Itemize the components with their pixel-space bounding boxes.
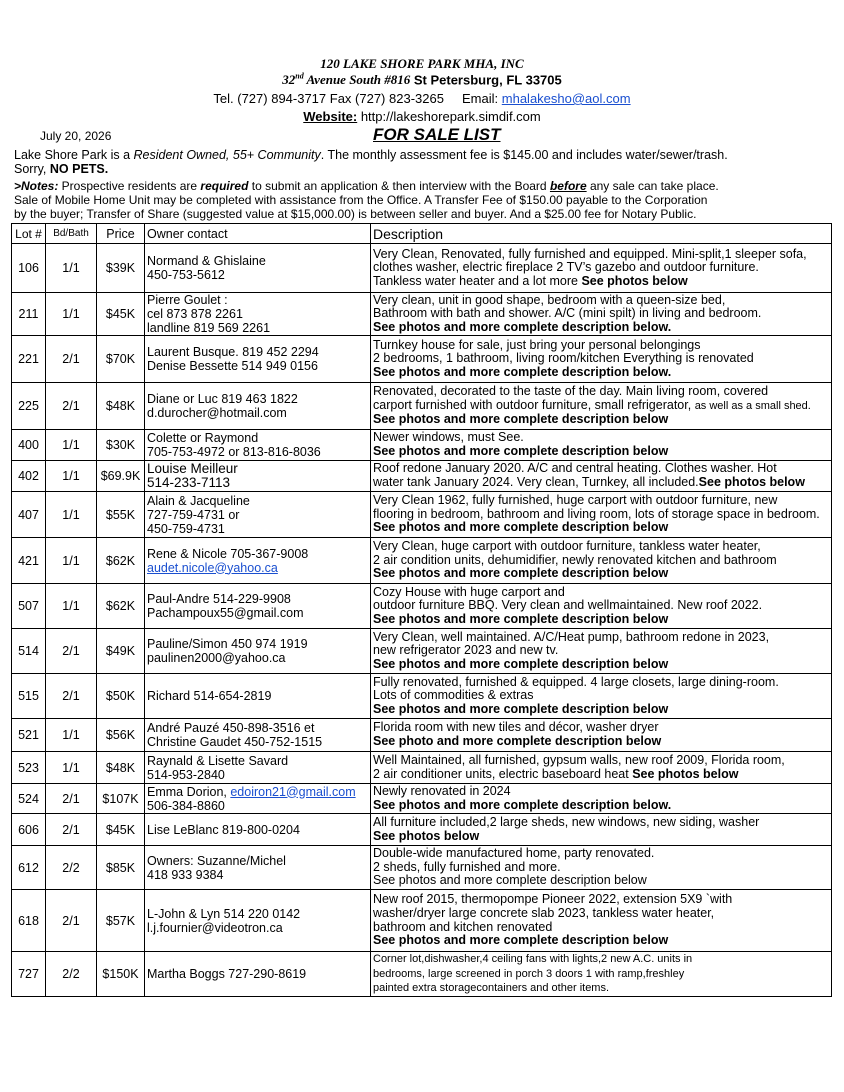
description-text: 2 sheds, fully furnished and more.	[373, 860, 561, 874]
price: $62K	[97, 538, 145, 584]
price: $50K	[97, 674, 145, 719]
description-line	[373, 952, 829, 967]
description-line	[373, 861, 829, 875]
owner-line: 705-753-4972 or 813-816-8036	[147, 445, 321, 459]
table-row	[12, 752, 832, 784]
owner-contact	[145, 430, 371, 461]
table-row	[12, 430, 832, 461]
table-row	[12, 538, 832, 584]
owner-line: paulinen2000@yahoo.ca	[147, 651, 286, 665]
description-line	[373, 893, 829, 907]
col-bdbath: Bd/Bath	[46, 224, 97, 244]
price: $45K	[97, 814, 145, 846]
description-line	[373, 613, 829, 627]
table-row	[12, 492, 832, 538]
owner-line: 450-759-4731	[147, 521, 225, 536]
table-row	[12, 629, 832, 674]
description-text: 2 bedrooms, 1 bathroom, living room/kitchen Everything is renovated	[373, 352, 754, 366]
contact-line: Tel. (727) 894-3717 Fax (727) 823-3265 Email: mhalakesho@aol.com	[213, 91, 631, 106]
intro-line: Lake Shore Park is a Resident Owned, 55+ Community. The monthly assessment fee is $145.00 and includes water/sewer/trash.	[14, 148, 728, 162]
owner-line: Lise LeBlanc 819-800-0204	[147, 822, 300, 837]
owner-line: Pauline/Simon 450 974 1919	[147, 637, 308, 651]
lot-number: 402	[12, 461, 46, 492]
bed-bath: 2/2	[46, 846, 97, 890]
description-text: Corner lot,dishwasher,4 ceiling fans with lights,2 new A.C. units in	[373, 953, 693, 965]
see-photos-note: See photos below	[373, 829, 480, 843]
description-text: Tankless water heater and a lot more	[373, 274, 582, 288]
price: $85K	[97, 846, 145, 890]
owner-line: Louise Meilleur	[147, 461, 238, 476]
description-line	[373, 816, 829, 830]
bed-bath: 1/1	[46, 584, 97, 629]
description-text: Bathroom with bath and shower. A/C (mini spilt) in living and bedroom.	[373, 307, 762, 321]
description	[371, 846, 832, 890]
price: $69.9K	[97, 461, 145, 492]
table-row	[12, 244, 832, 293]
description-line	[373, 476, 829, 490]
description	[371, 293, 832, 336]
website-line: Website: http://lakeshorepark.simdif.com	[303, 109, 541, 124]
owner-contact	[145, 890, 371, 952]
bed-bath: 2/1	[46, 814, 97, 846]
owner-contact	[145, 784, 371, 814]
for-sale-table	[11, 223, 832, 997]
see-photos-note: See photos below	[581, 274, 688, 288]
see-photos-note: See photos and more complete description below	[373, 413, 669, 427]
owner-line: cel 873 878 2261	[147, 307, 243, 321]
see-photos-note: See photos and more complete description below.	[373, 798, 672, 812]
owner-line: Raynald & Lisette Savard	[147, 753, 289, 768]
owner-line: Normand & Ghislaine	[147, 254, 266, 268]
price: $150K	[97, 952, 145, 997]
description-text: Newer windows, must See.	[373, 431, 524, 445]
description	[371, 383, 832, 430]
bed-bath: 2/1	[46, 383, 97, 430]
description-text: Lots of commodities & extras	[373, 689, 534, 703]
description-text: Very Clean, huge carport with outdoor furniture, tankless water heater,	[373, 540, 761, 554]
description	[371, 890, 832, 952]
phone-fax: Tel. (727) 894-3717 Fax (727) 823-3265	[213, 91, 444, 106]
description-line	[373, 462, 829, 476]
description	[371, 752, 832, 784]
owner-contact	[145, 293, 371, 336]
description-text: New roof 2015, thermopompe Pioneer 2022, extension 5X9 `with	[373, 893, 733, 907]
description-text: Well Maintained, all furnished, gypsum walls, new roof 2009, Florida room,	[373, 753, 785, 767]
col-price: Price	[97, 224, 145, 244]
description-line	[373, 399, 829, 414]
description-text: Very Clean 1962, fully furnished, huge carport with outdoor furniture, new	[373, 494, 778, 508]
description	[371, 784, 832, 814]
description-line	[373, 445, 829, 459]
owner-line: 727-759-4731 or	[147, 507, 240, 522]
table-row	[12, 383, 832, 430]
owner-contact	[145, 952, 371, 997]
description	[371, 430, 832, 461]
description-line	[373, 413, 829, 427]
lot-number: 221	[12, 336, 46, 383]
description-text: Very Clean, Renovated, fully furnished and equipped. Mini-split,1 sleeper sofa,	[373, 247, 807, 261]
owner-line: Christine Gaudet 450-752-1515	[147, 735, 323, 749]
description-line	[373, 907, 829, 921]
description-text: bedrooms, large screened in porch 3 doors 1 with ramp,freshley	[373, 967, 685, 980]
table-header-row	[12, 224, 832, 244]
owner-line: Paul-Andre 514-229-9908	[147, 592, 291, 606]
description-line	[373, 352, 829, 366]
owner-line: 418 933 9384	[147, 867, 224, 882]
owner-contact	[145, 629, 371, 674]
description-line	[373, 967, 829, 982]
price: $57K	[97, 890, 145, 952]
col-owner: Owner contact	[145, 224, 371, 244]
owner-contact	[145, 461, 371, 492]
lot-number: 106	[12, 244, 46, 293]
description-text: Cozy House with huge carport and	[373, 585, 565, 599]
description	[371, 629, 832, 674]
description-text: clothes washer, electric fireplace 2 TV’s gazebo and outdoor furniture.	[373, 261, 759, 275]
description-line	[373, 599, 829, 613]
description-text: Turnkey house for sale, just bring your personal belongings	[373, 338, 701, 352]
description-line	[373, 586, 829, 600]
owner-contact	[145, 719, 371, 752]
description-text: new refrigerator 2023 and new tv.	[373, 644, 559, 658]
owner-line: landline 819 569 2261	[147, 321, 271, 335]
bed-bath: 1/1	[46, 492, 97, 538]
description-text: outdoor furniture BBQ. Very clean and wellmaintained. New roof 2022.	[373, 599, 763, 613]
owner-contact	[145, 584, 371, 629]
notes: >Notes: Prospective residents are required to submit an application & then interview with the Board before any sale can take place. Sale of Mobile Home Unit may be completed with assistance from the Office. A Transfer Fee of $150.00 payable to the Corporation by the buyer; Transfer of Share (suggested value at $15,000.00) is between seller and buyer. And a $25.00 fee for Notary Public.	[14, 179, 719, 221]
owner-line: Rene & Nicole 705-367-9008	[147, 546, 309, 561]
list-date: July 20, 2026	[40, 129, 112, 143]
description-line	[373, 785, 829, 799]
price: $49K	[97, 629, 145, 674]
description-text: as well as a small shed.	[694, 399, 811, 412]
lot-number: 514	[12, 629, 46, 674]
description-text: bathroom and kitchen renovated	[373, 920, 553, 934]
bed-bath: 2/1	[46, 890, 97, 952]
bed-bath: 2/1	[46, 336, 97, 383]
description-line	[373, 658, 829, 672]
description-line	[373, 275, 829, 289]
description	[371, 461, 832, 492]
description-text: All furniture included,2 large sheds, new windows, new siding, washer	[373, 815, 760, 829]
description-line	[373, 689, 829, 703]
owner-line: 506-384-8860	[147, 798, 225, 813]
owner-line: Emma Dorion, edoiron21@gmail.com	[147, 784, 356, 799]
owner-line: d.durocher@hotmail.com	[147, 406, 287, 420]
description-line	[373, 735, 829, 749]
description-text: washer/dryer large concrete slab 2023, tankless water heater,	[373, 906, 715, 920]
lot-number: 727	[12, 952, 46, 997]
bed-bath: 1/1	[46, 430, 97, 461]
price: $48K	[97, 752, 145, 784]
table-row	[12, 293, 832, 336]
price: $107K	[97, 784, 145, 814]
price: $70K	[97, 336, 145, 383]
owner-contact	[145, 752, 371, 784]
owner-contact	[145, 538, 371, 584]
owner-contact	[145, 814, 371, 846]
description	[371, 538, 832, 584]
see-photos-note: See photos and more complete description below	[373, 612, 669, 626]
col-description: Description	[371, 224, 832, 244]
description-text: Double-wide manufactured home, party renovated.	[373, 847, 655, 861]
description	[371, 244, 832, 293]
lot-number: 407	[12, 492, 46, 538]
description-text: Renovated, decorated to the taste of the day. Main living room, covered	[373, 385, 769, 399]
description-text: Roof redone January 2020. A/C and central heating. Clothes washer. Hot	[373, 462, 777, 476]
description-line	[373, 754, 829, 768]
description	[371, 584, 832, 629]
description-line	[373, 644, 829, 658]
description-text: Very Clean, well maintained. A/C/Heat pump, bathroom redone in 2023,	[373, 630, 770, 644]
price: $55K	[97, 492, 145, 538]
website-link[interactable]: http://lakeshorepark.simdif.com	[357, 109, 541, 124]
price: $30K	[97, 430, 145, 461]
description-line	[373, 540, 829, 554]
email-link[interactable]: mhalakesho@aol.com	[501, 91, 631, 106]
lot-number: 523	[12, 752, 46, 784]
description	[371, 336, 832, 383]
bed-bath: 1/1	[46, 719, 97, 752]
lot-number: 521	[12, 719, 46, 752]
description-line	[373, 874, 829, 888]
owner-email-link[interactable]: audet.nicole@yahoo.ca	[147, 560, 278, 575]
bed-bath: 1/1	[46, 461, 97, 492]
description-text: flooring in bedroom, bathroom and living room, lots of storage space in bedroom.	[373, 507, 820, 521]
price: $62K	[97, 584, 145, 629]
bed-bath: 1/1	[46, 244, 97, 293]
table-row	[12, 674, 832, 719]
description-text: water tank January 2024. Very clean, Turnkey, all included.	[373, 476, 699, 489]
description-line	[373, 248, 829, 262]
table-row	[12, 336, 832, 383]
lot-number: 606	[12, 814, 46, 846]
description-text: Florida room with new tiles and décor, washer dryer	[373, 721, 659, 735]
table-row	[12, 584, 832, 629]
description-line	[373, 521, 829, 535]
price: $56K	[97, 719, 145, 752]
mailing-address: 32nd Avenue South #816 St Petersburg, FL 33705	[282, 72, 562, 88]
description-text: painted extra storagecontainers and other items.	[373, 982, 610, 995]
description-text: Very clean, unit in good shape, bedroom with a queen-size bed,	[373, 293, 726, 307]
description-line	[373, 676, 829, 690]
table-row	[12, 952, 832, 997]
description-text: Newly renovated in 2024	[373, 784, 511, 798]
bed-bath: 1/1	[46, 538, 97, 584]
owner-line: Pierre Goulet :	[147, 293, 228, 307]
bed-bath: 2/1	[46, 629, 97, 674]
lot-number: 400	[12, 430, 46, 461]
owner-line: l.j.fournier@videotron.ca	[147, 920, 283, 935]
description-line	[373, 567, 829, 581]
lot-number: 421	[12, 538, 46, 584]
price: $39K	[97, 244, 145, 293]
owner-contact	[145, 383, 371, 430]
table-row	[12, 846, 832, 890]
owner-contact	[145, 244, 371, 293]
table-row	[12, 719, 832, 752]
price: $45K	[97, 293, 145, 336]
lot-number: 612	[12, 846, 46, 890]
description-line	[373, 321, 829, 335]
description-text: Fully renovated, furnished & equipped. 4 large closets, large dining-room.	[373, 675, 779, 689]
see-photos-note: See photos below	[632, 767, 739, 781]
see-photos-note: See photos and more complete description below	[373, 702, 669, 716]
owner-line: Martha Boggs 727-290-8619	[147, 966, 307, 981]
owner-line: Colette or Raymond	[147, 431, 259, 445]
owner-line: Pachampoux55@gmail.com	[147, 606, 304, 620]
table-row	[12, 461, 832, 492]
page-title: FOR SALE LIST	[373, 125, 501, 144]
description-line	[373, 934, 829, 948]
lot-number: 515	[12, 674, 46, 719]
association-name: 120 LAKE SHORE PARK MHA, INC	[320, 56, 524, 71]
owner-contact	[145, 846, 371, 890]
price: $48K	[97, 383, 145, 430]
description	[371, 674, 832, 719]
owner-line: 514-233-7113	[147, 475, 231, 490]
see-photos-note: See photos and more complete description below	[373, 657, 669, 671]
bed-bath: 1/1	[46, 293, 97, 336]
lot-number: 211	[12, 293, 46, 336]
description-line	[373, 703, 829, 717]
bed-bath: 2/2	[46, 952, 97, 997]
description-text: carport furnished with outdoor furniture, small refrigerator,	[373, 398, 695, 412]
description-text: 2 air conditioner units, electric baseboard heat	[373, 767, 633, 781]
see-photos-note: See photos and more complete description below	[373, 934, 669, 948]
no-pets-line: Sorry, NO PETS.	[14, 162, 109, 176]
description-line	[373, 261, 829, 275]
see-photos-note: See photos and more complete description below	[373, 521, 669, 535]
description-line	[373, 631, 829, 645]
lot-number: 618	[12, 890, 46, 952]
lot-number: 524	[12, 784, 46, 814]
see-photos-note: See photo and more complete description below	[373, 735, 662, 748]
owner-email-link[interactable]: edoiron21@gmail.com	[230, 784, 356, 799]
bed-bath: 2/1	[46, 784, 97, 814]
description-text: See photos and more complete description below	[373, 874, 647, 888]
table-row	[12, 814, 832, 846]
table-row	[12, 890, 832, 952]
owner-line: Laurent Busque. 819 452 2294	[147, 345, 319, 359]
description-line	[373, 431, 829, 445]
description-line	[373, 339, 829, 353]
owner-line: 514-953-2840	[147, 767, 225, 782]
owner-line: André Pauzé 450-898-3516 et	[147, 721, 315, 735]
description-line	[373, 981, 829, 996]
owner-line: L-John & Lyn 514 220 0142	[147, 906, 301, 921]
description	[371, 952, 832, 997]
owner-line: Owners: Suzanne/Michel	[147, 853, 286, 868]
description-line	[373, 921, 829, 935]
see-photos-note: See photos below	[698, 476, 805, 489]
owner-line: Diane or Luc 819 463 1822	[147, 392, 298, 406]
col-lot: Lot #	[12, 224, 46, 244]
description-line	[373, 508, 829, 522]
lot-number: 225	[12, 383, 46, 430]
bed-bath: 1/1	[46, 752, 97, 784]
description-line	[373, 494, 829, 508]
description-line	[373, 799, 829, 813]
owner-contact	[145, 336, 371, 383]
description-line	[373, 554, 829, 568]
table-row	[12, 784, 832, 814]
description-line	[373, 721, 829, 735]
description-line	[373, 307, 829, 321]
description-text: 2 air condition units, dehumidifier, newly renovated kitchen and bathroom	[373, 553, 777, 567]
owner-line: Alain & Jacqueline	[147, 493, 250, 508]
see-photos-note: See photos and more complete description below	[373, 445, 669, 458]
description-line	[373, 830, 829, 844]
description-line	[373, 847, 829, 861]
owner-line: Denise Bessette 514 949 0156	[147, 359, 318, 373]
bed-bath: 2/1	[46, 674, 97, 719]
see-photos-note: See photos and more complete description below.	[373, 365, 672, 379]
description-line	[373, 768, 829, 782]
description	[371, 719, 832, 752]
see-photos-note: See photos and more complete description below.	[373, 320, 672, 334]
description-line	[373, 385, 829, 399]
see-photos-note: See photos and more complete description below	[373, 567, 669, 581]
description-line	[373, 294, 829, 308]
owner-contact	[145, 674, 371, 719]
owner-line: 450-753-5612	[147, 268, 225, 282]
lot-number: 507	[12, 584, 46, 629]
owner-line: Richard 514-654-2819	[147, 689, 272, 703]
description	[371, 814, 832, 846]
owner-contact	[145, 492, 371, 538]
description	[371, 492, 832, 538]
description-line	[373, 366, 829, 380]
